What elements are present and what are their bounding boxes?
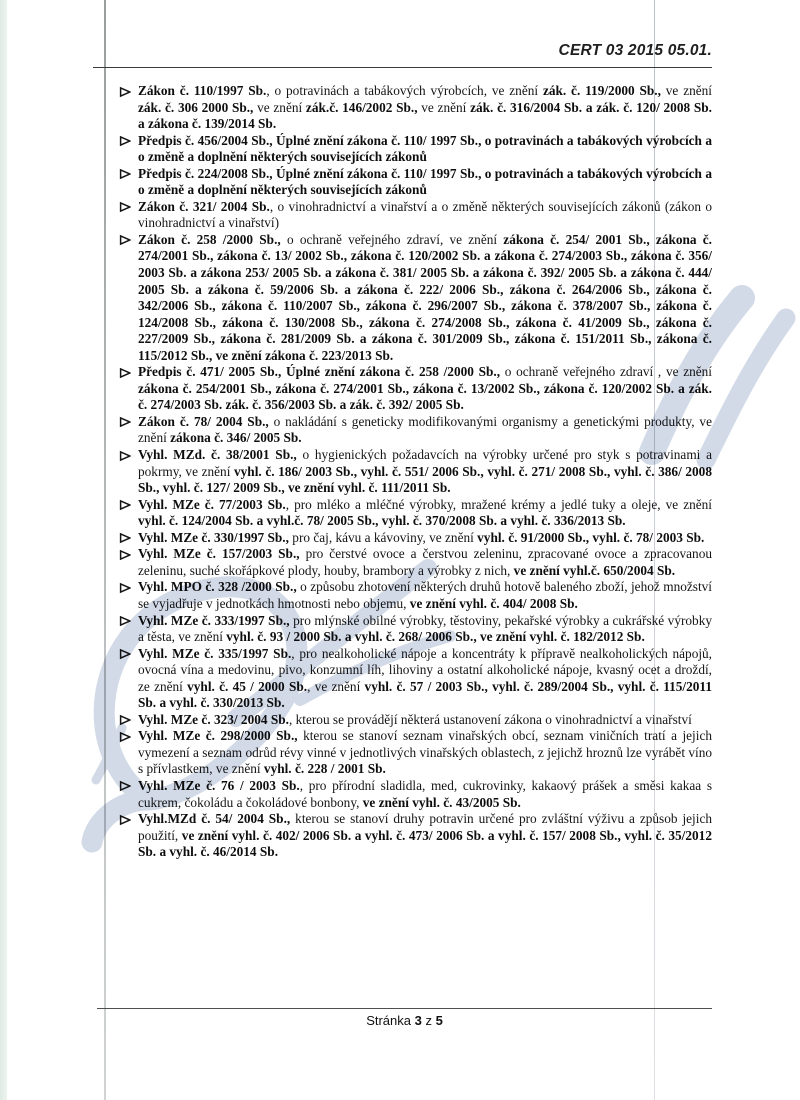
law-item-text: Vyhl.MZd č. 54/ 2004 Sb., kterou se stanoví druhy potravin určené pro zvláštní výživu a způsob jejich použití, ve znění vyhl. č. 402/ 2006 Sb. a vyhl. č. 473/ 2006 Sb. a vyhl. č. 157/ 2008 Sb., vyhl. č. 35/2012 Sb. a vyhl. č. 46/2014 Sb. (138, 811, 712, 860)
law-list-item (119, 530, 712, 547)
document-body (119, 83, 712, 861)
arrowhead-right-icon (119, 648, 131, 660)
law-list-item (119, 232, 712, 364)
arrowhead-right-icon (119, 450, 131, 462)
law-list-item (119, 546, 712, 579)
arrowhead-right-icon (119, 499, 131, 511)
footer-total-pages: 5 (435, 1013, 443, 1028)
law-list-item (119, 133, 712, 166)
law-item-text: Vyhl. MZe č. 298/2000 Sb., kterou se stanoví seznam vinařských obcí, seznam viničních tratí a jejich vymezení a seznam odrůd révy vinné v jednotlivých vinařských oblastech, z jejichž hroznů lze vyrábět víno s přívlastkem, ve znění vyhl. č. 228 / 2001 Sb. (138, 728, 712, 777)
document-code: CERT 03 2015 05.01. (558, 42, 712, 59)
law-item-text: Vyhl. MZe č. 335/1997 Sb., pro nealkoholické nápoje a koncentráty k přípravě nealkoholických nápojů, ovocná vína a medovinu, pivo, konzumní líh, lihoviny a ostatní alkoholické nápoje, kvasný ocet a droždí, ze znění vyhl. č. 45 / 2000 Sb., ve znění vyhl. č. 57 / 2003 Sb., vyhl. č. 289/2004 Sb., vyhl. č. 115/2011 Sb. a vyhl. č. 330/2013 Sb. (138, 645, 713, 711)
law-list-item (119, 728, 712, 778)
law-item-text: Zákon č. 258 /2000 Sb., o ochraně veřejného zdraví, ve znění zákona č. 254/ 2001 Sb., zákona č. 274/2001 Sb., zákona č. 13/ 2002 Sb., zákona č. 120/2002 Sb. a zákona č. 274/2003 Sb., zákona č. 356/ 2003 Sb. a zákona 253/ 2005 Sb. a zákona č. 381/ 2005 Sb. a zákona č. 392/ 2005 Sb. a zákona č. 444/ 2005 Sb. a zákona č. 59/2006 Sb. a zákona č. 222/ 2006 Sb., zákona č. 264/2006 Sb., zákona č. 342/2006 Sb., zákona č. 110/2007 Sb., zákona č. 296/2007 Sb., zákona č. 378/2007 Sb., zákona č. 124/2008 Sb., zákona č. 130/2008 Sb., zákona č. 274/2008 Sb., zákona č. 41/2009 Sb., zákona č. 227/2009 Sb., zákona č. 281/2009 Sb. a zákona č. 301/2009 Sb., zákona č. 151/2011 Sb., zákona č. 115/2012 Sb., ve znění zákona č. 223/2013 Sb. (138, 231, 712, 363)
law-item-text: Předpis č. 471/ 2005 Sb., Úplné znění zákona č. 258 /2000 Sb., o ochraně veřejného zdraví , ve znění zákona č. 254/2001 Sb., zákona č. 274/2001 Sb., zákona č. 13/2002 Sb., zákona č. 120/2002 Sb. a zák. č. 274/2003 Sb. zák. č. 356/2003 Sb. a zák. č. 392/ 2005 Sb. (138, 364, 712, 413)
arrowhead-right-icon (119, 367, 131, 379)
law-item-text: Zákon č. 78/ 2004 Sb., o nakládání s geneticky modifikovanými organismy a genetickými produkty, ve znění zákona č. 346/ 2005 Sb. (138, 413, 712, 446)
law-item-text: Vyhl. MPO č. 328 /2000 Sb., o způsobu zhotovení některých druhů hotově baleného zboží, jehož množství se vyjadřuje v jednotkách hmotnosti nebo objemu, ve znění vyhl. č. 404/ 2008 Sb. (138, 579, 712, 611)
arrowhead-right-icon (119, 532, 131, 544)
arrowhead-right-icon (119, 549, 131, 561)
header-rule (93, 67, 712, 68)
arrowhead-right-icon (119, 814, 131, 826)
arrowhead-right-icon (119, 615, 131, 627)
law-item-text: Vyhl. MZe č. 323/ 2004 Sb., kterou se provádějí některá ustanovení zákona o vinohradnictví a vinařství (138, 711, 692, 727)
law-item-text: Vyhl. MZe č. 76 / 2003 Sb., pro přírodní sladidla, med, cukrovinky, kakaový prášek a směsi kakaa s cukrem, čokoládu a čokoládové bonbony, ve znění vyhl. č. 43/2005 Sb. (138, 777, 713, 810)
arrowhead-right-icon (119, 86, 131, 98)
footer-separator: z (421, 1013, 436, 1028)
law-item-text: Vyhl. MZd. č. 38/2001 Sb., o hygienických požadavcích na výrobky určené pro styk s potravinami a pokrmy, ve znění vyhl. č. 186/ 2003 Sb., vyhl. č. 551/ 2006 Sb., vyhl. č. 271/ 2008 Sb., vyhl. č. 386/ 2008 Sb., vyhl. č. 127/ 2009 Sb., ve znění vyhl. č. 111/2011 Sb. (138, 447, 712, 496)
law-list-item (119, 497, 712, 530)
law-item-text: Zákon č. 110/1997 Sb., o potravinách a tabákových výrobcích, ve znění zák. č. 119/2000 Sb., ve znění zák. č. 306 2000 Sb., ve znění zák.č. 146/2002 Sb., ve znění zák. č. 316/2004 Sb. a zák. č. 120/ 2008 Sb. a zákona č. 139/2014 Sb. (138, 83, 712, 132)
arrowhead-right-icon (119, 168, 131, 180)
footer-page-number: 3 (414, 1013, 422, 1028)
page-number-footer (97, 1013, 712, 1028)
law-list-item (119, 646, 712, 712)
arrowhead-right-icon (119, 135, 131, 147)
arrowhead-right-icon (119, 714, 131, 726)
arrowhead-right-icon (119, 731, 131, 743)
law-item-text: Vyhl. MZe č. 333/1997 Sb., pro mlýnské obilné výrobky, těstoviny, pekařské výrobky a cukrářské výrobky a těsta, ve znění vyhl. č. 93 / 2000 Sb. a vyhl. č. 268/ 2006 Sb., ve znění vyhl. č. 182/2012 Sb. (138, 612, 712, 645)
arrowhead-right-icon (119, 582, 131, 594)
law-item-text: Předpis č. 456/2004 Sb., Úplné znění zákona č. 110/ 1997 Sb., o potravinách a tabákových výrobcích a o změně a doplnění některých souvisejících zákonů (138, 132, 712, 165)
footer-rule (97, 1008, 712, 1009)
law-list (119, 83, 712, 861)
law-list-item (119, 199, 712, 232)
law-list-item (119, 613, 712, 646)
law-list-item (119, 166, 712, 199)
law-list-item (119, 447, 712, 497)
law-item-text: Zákon č. 321/ 2004 Sb., o vinohradnictví a vinařství a o změně některých souvisejících zákonů (zákon o vinohradnictví a vinařství) (138, 198, 712, 231)
arrowhead-right-icon (119, 201, 131, 213)
law-list-item (119, 364, 712, 414)
arrowhead-right-icon (119, 780, 131, 792)
law-item-text: Vyhl. MZe č. 157/2003 Sb., pro čerstvé ovoce a čerstvou zeleninu, zpracované ovoce a zpracovanou zeleninu, suché skořápkové plody, houby, brambory a výrobky z nich, ve znění vyhl.č. 650/2004 Sb. (138, 546, 712, 578)
law-list-item (119, 712, 712, 729)
footer-prefix: Stránka (366, 1013, 415, 1028)
law-list-item (119, 414, 712, 447)
law-list-item (119, 778, 712, 811)
law-list-item (119, 83, 712, 133)
law-list-item (119, 811, 712, 861)
law-item-text: Vyhl. MZe č. 330/1997 Sb., pro čaj, kávu a kávoviny, ve znění vyhl. č. 91/2000 Sb., vyhl. č. 78/ 2003 Sb. (138, 529, 705, 545)
scan-fold-line-left (104, 0, 106, 1100)
scan-edge-strip (0, 0, 7, 1100)
law-item-text: Vyhl. MZe č. 77/2003 Sb., pro mléko a mléčné výrobky, mražené krémy a jedlé tuky a oleje, ve znění vyhl. č. 124/2004 Sb. a vyhl.č. 78/ 2005 Sb., vyhl. č. 370/2008 Sb. a vyhl. č. 336/2013 Sb. (138, 496, 712, 529)
arrowhead-right-icon (119, 234, 131, 246)
law-item-text: Předpis č. 224/2008 Sb., Úplné znění zákona č. 110/ 1997 Sb., o potravinách a tabákových výrobcích a o změně a doplnění některých souvisejících zákonů (138, 165, 712, 198)
law-list-item (119, 579, 712, 612)
arrowhead-right-icon (119, 416, 131, 428)
